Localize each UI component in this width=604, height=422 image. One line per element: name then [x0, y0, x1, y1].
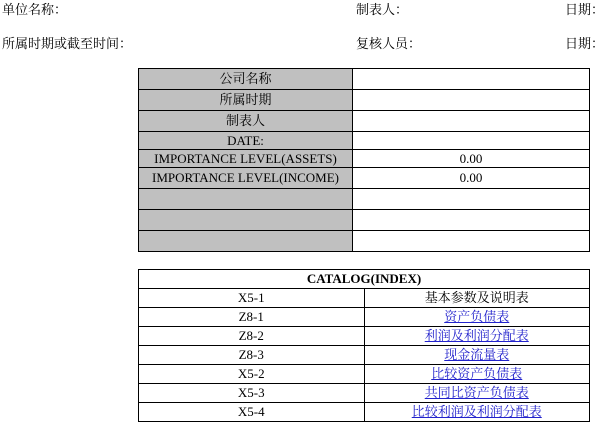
catalog-link-cell: [364, 346, 590, 365]
importance-income-label: IMPORTANCE LEVEL(INCOME): [139, 168, 353, 189]
preparer-label-cell: 制表人: [139, 111, 353, 132]
empty-value-cell[interactable]: [353, 189, 590, 210]
unit-name-label: 单位名称：: [2, 2, 68, 17]
catalog-code: Z8-3: [139, 346, 365, 365]
info-row-date: [139, 132, 590, 150]
date-label-1: 日期：: [565, 2, 604, 17]
info-row-preparer: [139, 111, 590, 132]
catalog-row: [139, 346, 590, 365]
reviewer-label: 复核人员：: [356, 36, 422, 51]
empty-label-cell: [139, 189, 353, 210]
info-row-empty-2: [139, 210, 590, 231]
catalog-title-row: [139, 270, 590, 289]
preparer-label: 制表人：: [356, 2, 409, 17]
empty-label-cell: [139, 231, 353, 252]
info-row-importance-income: [139, 168, 590, 189]
catalog-link-cell: [364, 384, 590, 403]
period-cell[interactable]: [353, 90, 590, 111]
catalog-row: [139, 308, 590, 327]
importance-income-value[interactable]: 0.00: [353, 168, 590, 189]
company-name-label: 公司名称: [139, 69, 353, 90]
catalog-code: Z8-1: [139, 308, 365, 327]
catalog-row: [139, 384, 590, 403]
period-label-cell: 所属时期: [139, 90, 353, 111]
period-label: 所属时期或截至时间：: [2, 36, 133, 51]
link-comparative-balance-sheet[interactable]: 比较资产负债表: [431, 366, 523, 381]
catalog-link-cell: [364, 308, 590, 327]
catalog-name: [364, 289, 590, 308]
catalog-name-text: 基本参数及说明表: [424, 290, 529, 305]
date-cell[interactable]: [353, 132, 590, 150]
info-row-empty-3: [139, 231, 590, 252]
link-balance-sheet[interactable]: 资产负债表: [444, 309, 510, 324]
catalog-title: CATALOG(INDEX): [139, 270, 590, 289]
date-label-cell: DATE:: [139, 132, 353, 150]
catalog-code: Z8-2: [139, 327, 365, 346]
importance-assets-value[interactable]: 0.00: [353, 150, 590, 168]
empty-value-cell[interactable]: [353, 210, 590, 231]
catalog-row: [139, 327, 590, 346]
info-row-company: [139, 69, 590, 90]
catalog-code: X5-2: [139, 365, 365, 384]
catalog-link-cell: [364, 365, 590, 384]
catalog-code: X5-4: [139, 403, 365, 422]
importance-assets-label: IMPORTANCE LEVEL(ASSETS): [139, 150, 353, 168]
catalog-link-cell: [364, 327, 590, 346]
company-name-cell[interactable]: [353, 69, 590, 90]
empty-label-cell: [139, 210, 353, 231]
link-cash-flow[interactable]: 现金流量表: [444, 347, 510, 362]
empty-value-cell[interactable]: [353, 231, 590, 252]
catalog-table: [138, 269, 590, 422]
catalog-row: [139, 403, 590, 422]
info-row-period: [139, 90, 590, 111]
link-common-size-balance-sheet[interactable]: 共同比资产负债表: [424, 385, 529, 400]
info-table: [138, 68, 590, 252]
preparer-cell[interactable]: [353, 111, 590, 132]
catalog-code: X5-3: [139, 384, 365, 403]
date-label-2: 日期：: [565, 36, 604, 51]
catalog-row: [139, 289, 590, 308]
catalog-link-cell: [364, 403, 590, 422]
info-row-importance-assets: [139, 150, 590, 168]
link-income-statement[interactable]: 利润及利润分配表: [424, 328, 529, 343]
info-row-empty-1: [139, 189, 590, 210]
link-comparative-income-statement[interactable]: 比较利润及利润分配表: [411, 404, 542, 419]
catalog-row: [139, 365, 590, 384]
catalog-code: X5-1: [139, 289, 365, 308]
